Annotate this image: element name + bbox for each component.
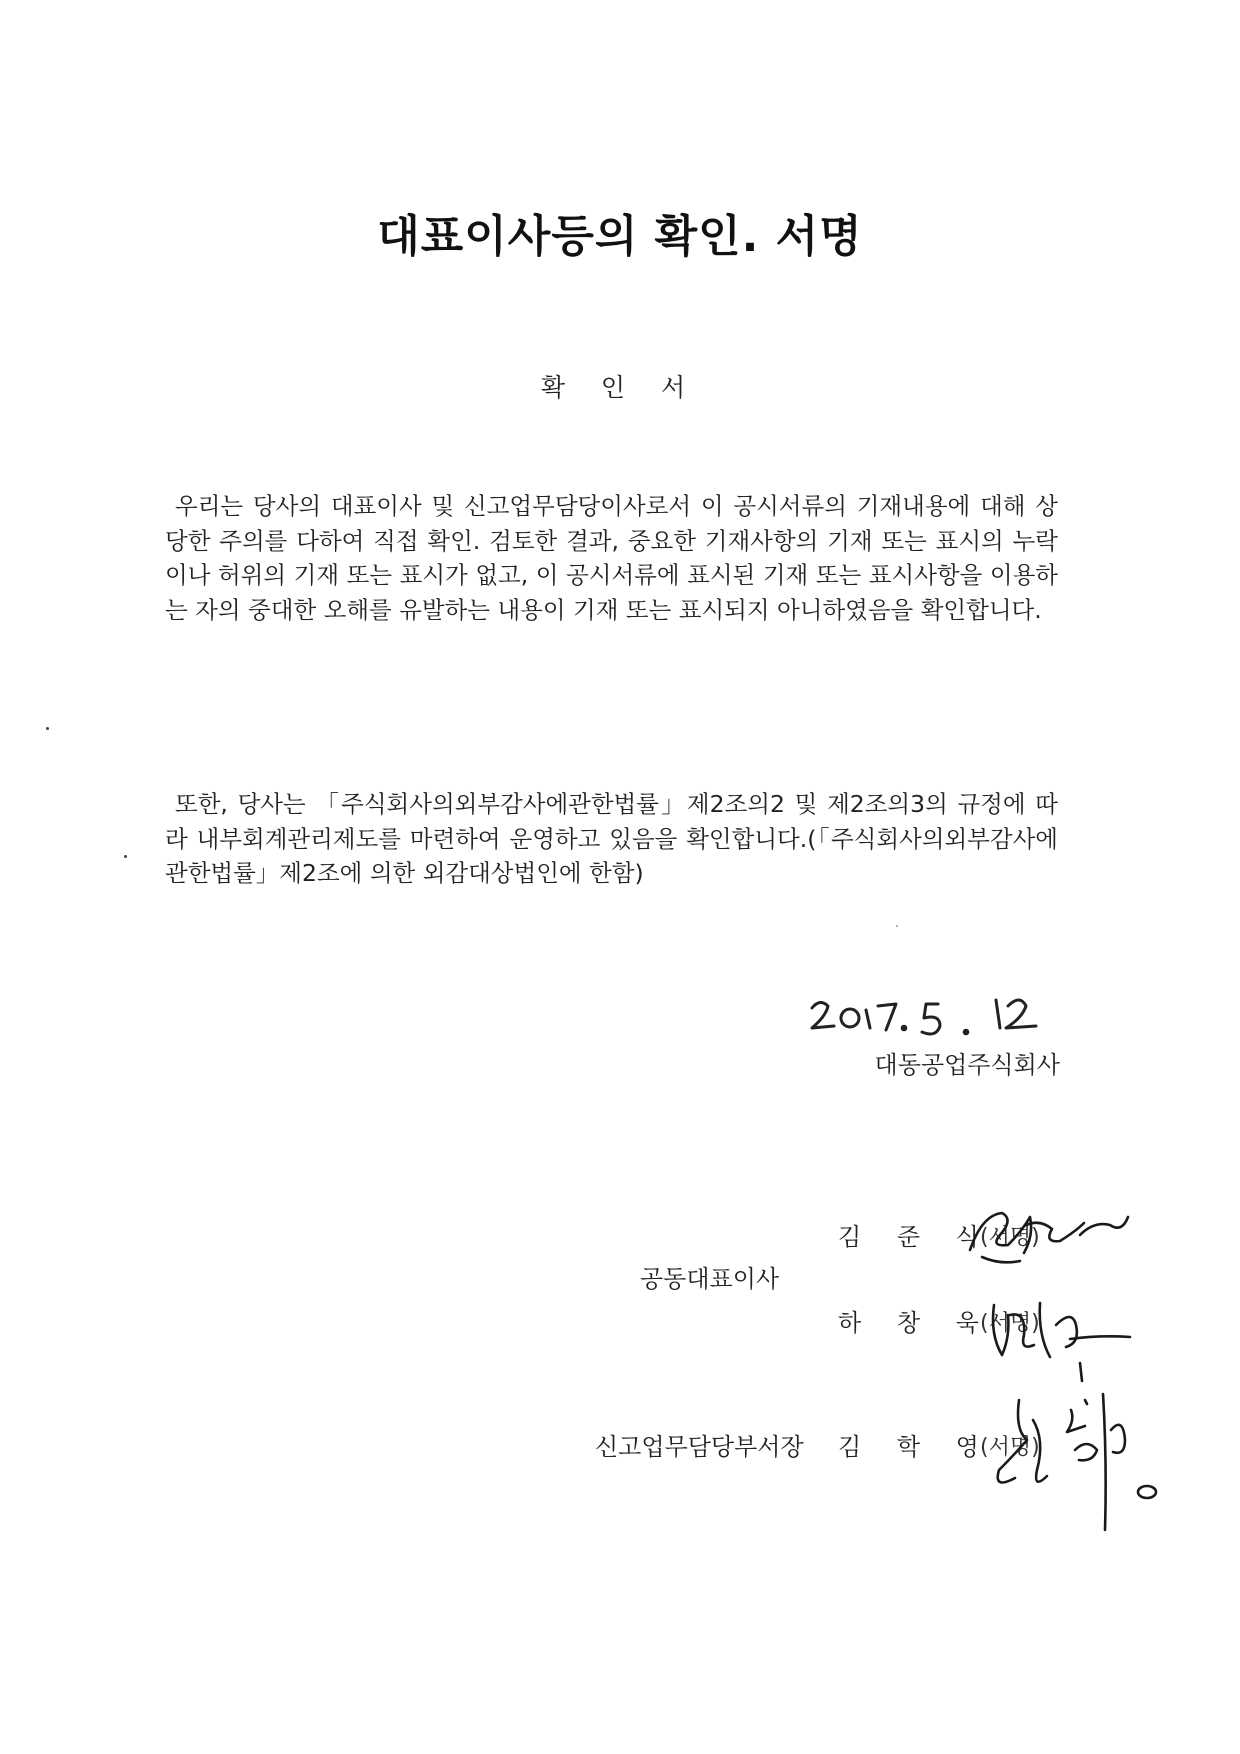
scan-speck: [896, 925, 898, 927]
officer-seal-label: (서명): [980, 1435, 1040, 1460]
company-name: 대동공업주식회사: [874, 1051, 1060, 1079]
ceo2-signature: [980, 1285, 1140, 1395]
confirmation-paragraph: 우리는 당사의 대표이사 및 신고업무담당이사로서 이 공시서류의 기재내용에 대해 상당한 주의를 다하여 직접 확인. 검토한 결과, 중요한 기재사항의 기재 또는 표시의 누락이나 허위의 기재 또는 표시가 없고, 이 공시서류에 표시된 기재 또는 표시사항을 이용하는 자의 중대한 오해를 유발하는 내용이 기재 또는 표시되지 아니하였음을 확인합니다.: [165, 492, 1058, 624]
handwritten-date: [800, 986, 1060, 1046]
ceo2-name: 하 창 욱: [838, 1309, 993, 1337]
scan-speck: [124, 855, 127, 858]
officer-role-label: 신고업무담당부서장: [595, 1433, 804, 1461]
document-subtitle: 확 인 서: [540, 373, 700, 402]
officer-name: 김 학 영: [838, 1433, 993, 1461]
ceo1-seal-label: (서명): [980, 1225, 1040, 1250]
document-title: 대표이사등의 확인. 서명: [377, 211, 863, 262]
scan-speck: [46, 727, 49, 730]
internal-control-paragraph: 또한, 당사는 「주식회사의외부감사에관한법률」제2조의2 및 제2조의3의 규정에 따라 내부회계관리제도를 마련하여 운영하고 있음을 확인합니다.(「주식회사의외부감사에관한법률」제2조에 의한 외감대상법인에 한함): [165, 790, 1058, 887]
ceo-role-label: 공동대표이사: [640, 1265, 780, 1293]
ceo2-seal-label: (서명): [980, 1311, 1040, 1336]
ceo1-name: 김 준 식: [838, 1223, 993, 1251]
